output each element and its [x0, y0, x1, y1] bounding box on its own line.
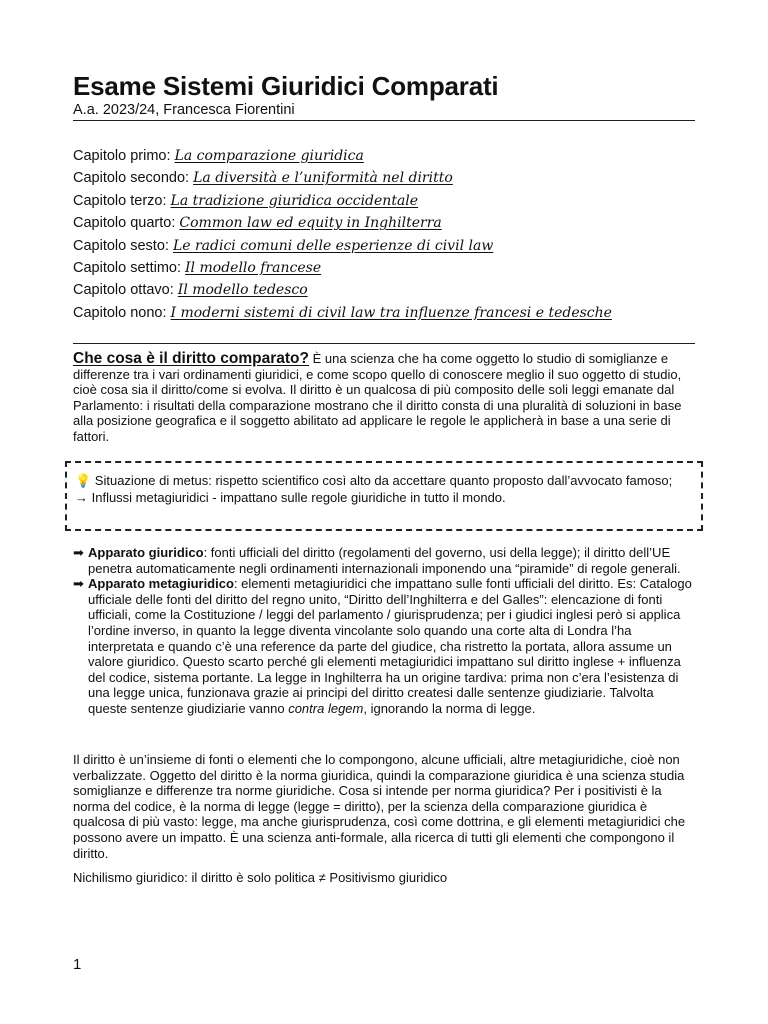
table-of-contents [73, 145, 612, 324]
toc-link-capitolo-secondo[interactable]: La diversità e l’uniformità nel diritto [193, 170, 453, 187]
arrow-right-icon: ➡ [73, 545, 84, 560]
toc-item [73, 167, 612, 189]
toc-item-prefix: Capitolo secondo: [73, 170, 194, 187]
toc-item-prefix: Capitolo sesto: [73, 237, 173, 254]
callout-line [75, 472, 701, 489]
toc-item [73, 190, 612, 212]
toc-item-prefix: Capitolo settimo: [73, 259, 186, 276]
toc-item [73, 279, 612, 301]
toc-item [73, 145, 612, 167]
list-item [73, 576, 695, 716]
toc-item-prefix: Capitolo terzo: [73, 192, 171, 209]
bullet-text: : elementi metagiuridici che impattano sulle fonti ufficiali del diritto. Es: Catalogo ufficiale delle fonti del diritto del regno unito, “Diritto dell’Inghilterra e del Galles”: elencazione di fonti ufficiali, come la Costituzione / leggi del parlamento / giurisprudenza; per i giudici inglesi però si applica l’ordine inverso, in quanto la legge diventa vincolante solo quando una corte alta di Londra l’ha interpretata e quando c’è una reference da parte del giudice, cha ristretto la portata, allora assume un valore giuridico. Questo scarto perché gli elementi metagiuridici impattano sul diritto inglese + influenza del codice, sistema portante. La legge in Inghilterra ha un origine tardiva: prima non c’era l’esistenza di una legge unica, funzionava grazie ai principi del diritto createsi dalle sentenze giudiziarie. Talvolta queste sentenze giudiziarie vanno [88, 576, 692, 716]
intro-text: È una scienza che ha come oggetto lo studio di somiglianze e differenze tra i vari ordinamenti giuridici, e come scopo quello di conoscere meglio il suo oggetto di studio, cioè cosa sia il diritto/come si evolva. Il diritto è un qualcosa di più composito delle soli leggi emanate dal Parlamento: i risultati della comparazione mostrano che il diritto consta di una pluralità di soluzioni in base alla posizione geografica e il soggetto abilitato ad applicare le regole le applicherà in base a una serie di fattori. [73, 351, 682, 444]
callout-line: → Influssi metagiuridici - impattano sulle regole giuridiche in tutto il mondo. [75, 490, 506, 505]
toc-link-capitolo-terzo[interactable]: La tradizione giuridica occidentale [170, 192, 419, 209]
toc-link-capitolo-sesto[interactable]: Le radici comuni delle esperienze di civil law [172, 237, 494, 254]
section-divider [73, 343, 695, 344]
toc-link-capitolo-ottavo[interactable]: Il modello tedesco [177, 282, 308, 299]
toc-item [73, 212, 612, 234]
toc-item-prefix: Capitolo quarto: [73, 215, 180, 232]
bullet-heading: Apparato giuridico [88, 545, 204, 560]
toc-item-prefix: Capitolo nono: [73, 304, 171, 321]
toc-item-prefix: Capitolo primo: [73, 148, 175, 164]
document-title: Esame Sistemi Giuridici Comparati [73, 71, 499, 101]
document-subtitle: A.a. 2023/24, Francesca Fiorentini [73, 102, 295, 118]
toc-item-prefix: Capitolo ottavo: [73, 282, 178, 299]
toc-link-capitolo-settimo[interactable]: Il modello francese [185, 259, 322, 276]
callout-text: Situazione di metus: rispetto scientifico così alto da accettare quanto proposto dall’avvocato famoso; [91, 473, 673, 488]
toc-item [73, 257, 612, 279]
bullet-heading: Apparato metagiuridico [88, 576, 234, 592]
page-number: 1 [73, 956, 82, 973]
toc-link-capitolo-quarto[interactable]: Common law ed equity in Inghilterra [179, 215, 442, 232]
list-item [73, 545, 695, 576]
title-divider [73, 120, 695, 121]
callout-box [65, 461, 703, 531]
toc-link-capitolo-primo[interactable]: La comparazione giuridica [174, 148, 364, 164]
arrow-right-icon: ➡ [73, 576, 84, 592]
bullet-text-tail: , ignorando la norma di legge. [363, 700, 536, 716]
toc-link-capitolo-nono[interactable]: I moderni sistemi di civil law tra influenze francesi e tedesche [170, 304, 612, 321]
body-paragraph: Il diritto è un’insieme di fonti o elementi che lo compongono, alcune ufficiali, altre metagiuridiche, cioè non verbalizzate. Oggetto del diritto è la norma giuridica, quindi la comparazione giuridica è una scienza studia somiglianze e differenze tra norme giuridiche. Cosa si intende per norma giuridica? Per i positivisti è la norma del codice, è la norma di legge (legge = diritto), per la scienza della comparazione giuridica è qualcosa di più vasto: legge, ma anche giurisprudenza, così come dottrina, e gli elementi metagiuridici che possono avere un impatto. È una scienza anti-formale, alla ricerca di tutti gli elementi che compongono il diritto. [73, 752, 686, 861]
toc-item [73, 302, 612, 324]
bullet-italic-term: contra legem [288, 700, 364, 716]
lightbulb-icon: 💡 [75, 473, 92, 488]
body-paragraph: Nichilismo giuridico: il diritto è solo politica ≠ Positivismo giuridico [73, 870, 448, 885]
intro-question-heading: Che cosa è il diritto comparato? [73, 350, 309, 367]
toc-item [73, 235, 612, 257]
intro-paragraph [73, 351, 695, 445]
bullet-text: : fonti ufficiali del diritto (regolamenti del governo, usi della legge); il diritto dell’UE penetra automaticamente negli ordinamenti internazionali imponendo una “piramide” di regole generali. [88, 545, 681, 576]
bullet-list [73, 545, 695, 717]
